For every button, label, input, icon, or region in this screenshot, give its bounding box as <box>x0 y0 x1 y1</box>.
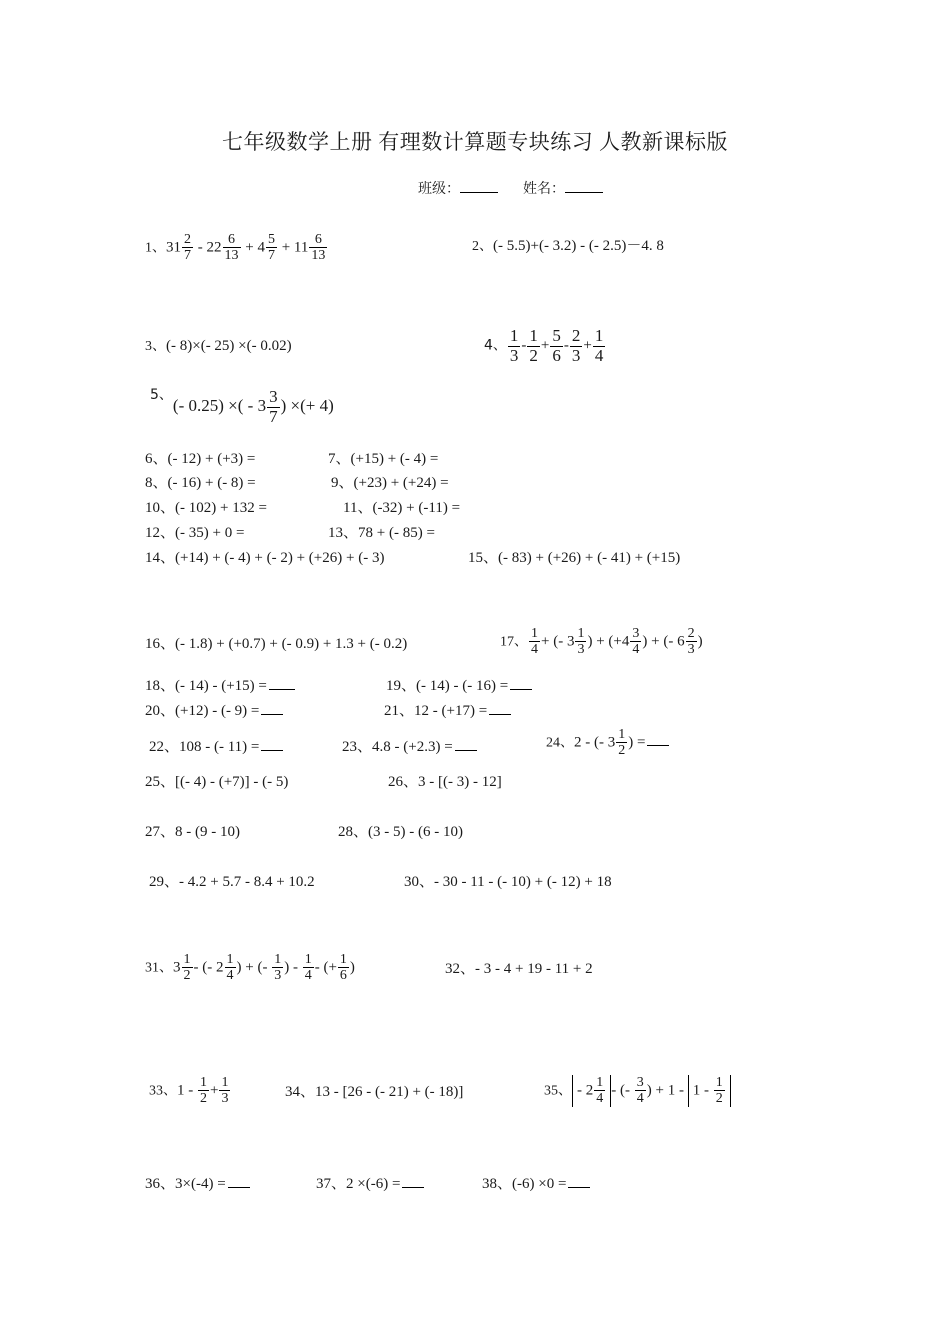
problem-10: 10、(- 102) + 132 = <box>145 500 267 516</box>
problem-15: 15、(- 83) + (+26) + (- 41) + (+15) <box>468 550 681 566</box>
problem-17: 17、 $\frac{1}{4}$ + (- 3 $\frac{1}{3}$ ) + (+4 $\frac{3}{4}$ ) + (- 6 $\frac{2}{3}$ ) <box>500 626 703 658</box>
problem-13: 13、78 + (- 85) = <box>328 525 435 541</box>
problem-3: 3、(- 8)×(- 25) ×(- 0.02) <box>145 338 292 354</box>
problem-37: 37、2 ×(-6) = <box>316 1174 424 1192</box>
problem-24: 24、2 - (- 3 $\frac{1}{2}$ ) = <box>546 727 669 759</box>
problem-36: 36、3×(-4) = <box>145 1174 250 1192</box>
problem-27: 27、8 - (9 - 10) <box>145 824 240 840</box>
problem-9: 9、(+23) + (+24) = <box>331 475 449 491</box>
page-title: 七年级数学上册 有理数计算题专块练习 人教新课标版 <box>222 130 728 154</box>
problem-19: 19、(- 14) - (- 16) = <box>386 676 532 694</box>
problem-38: 38、(-6) ×0 = <box>482 1174 590 1192</box>
problem-25: 25、[(- 4) - (+7)] - (- 5) <box>145 774 289 790</box>
problem-4: 4、 $\frac{1}{3}$ - $\frac{1}{2}$ + $\frac{5}{6}$ - $\frac{2}{3}$ + $\frac{1}{4}$ <box>484 326 604 365</box>
problem-22: 22、108 - (- 11) = <box>149 737 283 755</box>
problem-28: 28、(3 - 5) - (6 - 10) <box>338 824 463 840</box>
problem-18: 18、(- 14) - (+15) = <box>145 676 295 694</box>
problem-21: 21、12 - (+17) = <box>384 701 511 719</box>
name-label: 姓名： <box>523 182 565 197</box>
problem-7: 7、(+15) + (- 4) = <box>328 451 439 467</box>
student-info <box>418 178 603 198</box>
problem-16: 16、(- 1.8) + (+0.7) + (- 0.9) + 1.3 + (- 0.2) <box>145 636 408 652</box>
problem-8: 8、(- 16) + (- 8) = <box>145 475 256 491</box>
problem-33: 33、1 - $\frac{1}{2}$ + $\frac{1}{3}$ <box>149 1075 229 1107</box>
problem-2: 2、(- 5.5)+(- 3.2) - (- 2.5)－4. 8 <box>472 238 664 254</box>
problem-6: 6、(- 12) + (+3) = <box>145 451 256 467</box>
problem-14: 14、(+14) + (- 4) + (- 2) + (+26) + (- 3) <box>145 550 385 566</box>
problem-31: 31、3 $\frac{1}{2}$ - (- 2 $\frac{1}{4}$ ) + (- $\frac{1}{3}$ ) - $\frac{1}{4}$ - (+ $\frac{1}{6}$ ) <box>145 952 355 984</box>
problem-34: 34、13 - [26 - (- 21) + (- 18)] <box>285 1084 464 1100</box>
problem-12: 12、(- 35) + 0 = <box>145 525 245 541</box>
class-blank[interactable] <box>460 180 498 193</box>
problem-20: 20、(+12) - (- 9) = <box>145 701 283 719</box>
problem-30: 30、- 30 - 11 - (- 10) + (- 12) + 18 <box>404 874 612 890</box>
name-blank[interactable] <box>565 180 603 193</box>
problem-32: 32、- 3 - 4 + 19 - 11 + 2 <box>445 961 593 977</box>
problem-23: 23、4.8 - (+2.3) = <box>342 737 477 755</box>
problem-5: $^{5、}$(- 0.25) ×( - 3 $\frac{3}{7}$ ) ×(+ 4) <box>150 387 334 426</box>
class-label: 班级： <box>418 182 460 197</box>
problem-26: 26、3 - [(- 3) - 12] <box>388 774 502 790</box>
problem-1: 1、31 $\frac{2}{7}$ - 22 $\frac{6}{13}$ + 4 $\frac{5}{7}$ + 11 $\frac{6}{13}$ <box>145 232 326 264</box>
problem-11: 11、(-32) + (-11) = <box>343 500 461 516</box>
problem-35: 35、 - 2 $\frac{1}{4}$ - (- $\frac{3}{4}$ ) + 1 - 1 - $\frac{1}{2}$ <box>544 1075 731 1107</box>
problem-29: 29、- 4.2 + 5.7 - 8.4 + 10.2 <box>149 874 315 890</box>
